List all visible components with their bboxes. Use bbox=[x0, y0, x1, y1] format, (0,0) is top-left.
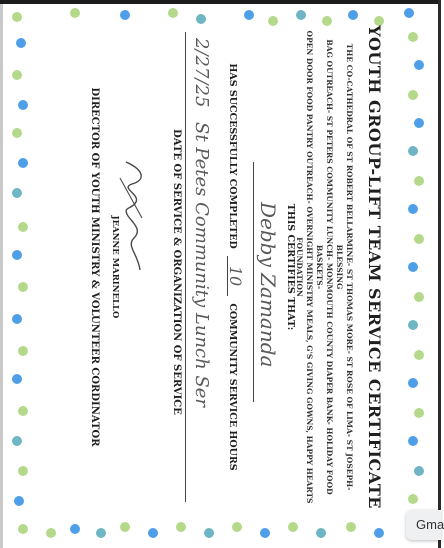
decor-dot bbox=[18, 466, 28, 476]
decor-dot bbox=[408, 204, 418, 214]
decor-dot bbox=[12, 250, 22, 260]
decor-dot bbox=[408, 90, 418, 100]
decor-dot bbox=[18, 524, 28, 534]
director-name: JEANNE MARINELLO bbox=[110, 215, 120, 319]
decor-dot bbox=[414, 408, 424, 418]
certificate bbox=[48, 12, 388, 522]
service-date: 2/27/25 bbox=[191, 38, 212, 108]
completed-prefix: HAS SUCCESSFULLY COMPLETED bbox=[227, 63, 238, 249]
decor-dot bbox=[96, 528, 106, 538]
decor-dot bbox=[414, 118, 424, 128]
decor-dot bbox=[12, 128, 22, 138]
certifies-label: THIS CERTIFIES THAT: bbox=[285, 203, 296, 331]
decor-dot bbox=[18, 282, 28, 292]
decor-dot bbox=[120, 522, 130, 532]
decor-dot bbox=[414, 292, 424, 302]
decor-dot bbox=[232, 522, 242, 532]
name-line bbox=[253, 162, 254, 402]
decor-dot bbox=[12, 374, 22, 384]
service-organization: St Petes Community Lunch Ser bbox=[191, 122, 212, 408]
decor-dot bbox=[12, 314, 22, 324]
outreach-line: BAG OUTREACH- ST PETERS COMMUNITY LUNCH- MONMOUTH COUNTY DIAPER BANK- HOLIDAY FOOD BASKETS- bbox=[315, 39, 334, 495]
decor-dot bbox=[18, 100, 28, 110]
director-signature bbox=[116, 158, 150, 278]
outreach-line: THE CO-CATHEDRAL OF ST ROBERT BELLARMINE- ST THOMAS MORE- ST ROSE OF LIMA- ST JOSEPH- BLESSING bbox=[335, 43, 354, 491]
decor-dot bbox=[176, 522, 186, 532]
decor-dot bbox=[414, 60, 424, 70]
decor-dot bbox=[408, 378, 418, 388]
date-org-label: DATE OF SERVICE & ORGANIZATION OF SERVICE bbox=[171, 129, 182, 415]
decor-dot bbox=[12, 188, 22, 198]
decor-dot bbox=[316, 528, 326, 538]
service-line bbox=[185, 32, 186, 502]
decor-dot bbox=[408, 32, 418, 42]
certificate-title: YOUTH GROUP-LIFT TEAM SERVICE CERTIFICATE bbox=[365, 25, 384, 509]
decor-dot bbox=[70, 524, 80, 534]
decor-dot bbox=[46, 528, 56, 538]
decor-dot bbox=[12, 70, 22, 80]
decor-dot bbox=[374, 528, 384, 538]
decor-dot bbox=[260, 528, 270, 538]
decor-dot bbox=[16, 38, 26, 48]
decor-dot bbox=[414, 350, 424, 360]
decor-dot bbox=[408, 436, 418, 446]
decor-dot bbox=[408, 146, 418, 156]
decor-dot bbox=[346, 522, 356, 532]
scan-edge-right bbox=[438, 0, 441, 548]
completed-row bbox=[226, 12, 245, 522]
decor-dot bbox=[12, 12, 22, 22]
gmail-tab[interactable]: Gma bbox=[406, 510, 441, 540]
decor-dot bbox=[408, 262, 418, 272]
completed-suffix: COMMUNITY SERVICE HOURS bbox=[227, 303, 238, 471]
outreach-list bbox=[294, 20, 354, 514]
director-title: DIRECTOR OF YOUTH MINISTRY & VOLUNTEER CORDINATOR bbox=[89, 87, 100, 447]
decor-dot bbox=[288, 522, 298, 532]
decor-dot bbox=[18, 406, 28, 416]
page-edge-left bbox=[0, 0, 3, 548]
decor-dot bbox=[204, 528, 214, 538]
decor-dot bbox=[408, 494, 418, 504]
decor-dot bbox=[18, 158, 28, 168]
decor-dot bbox=[148, 528, 158, 538]
hours-value: 10 bbox=[227, 256, 242, 296]
decor-dot bbox=[18, 222, 28, 232]
decor-dot bbox=[414, 466, 424, 476]
decor-dot bbox=[414, 234, 424, 244]
scan-edge-top bbox=[0, 0, 441, 4]
outreach-line: FOUNDATION bbox=[295, 237, 304, 297]
decor-dot bbox=[18, 346, 28, 356]
decor-dot bbox=[14, 496, 24, 506]
decor-dot bbox=[408, 320, 418, 330]
decor-dot bbox=[12, 436, 22, 446]
outreach-line: OPEN DOOR FOOD PANTRY OUTREACH- OVERNIGHT MINISTRY MEALS, G'S GIVING GOWNS, HAPPY HEARTS bbox=[305, 30, 314, 504]
decor-dot bbox=[414, 176, 424, 186]
decor-dot bbox=[404, 8, 414, 18]
recipient-name: Debby Zamanda bbox=[256, 202, 280, 368]
certificate-body bbox=[48, 12, 388, 522]
